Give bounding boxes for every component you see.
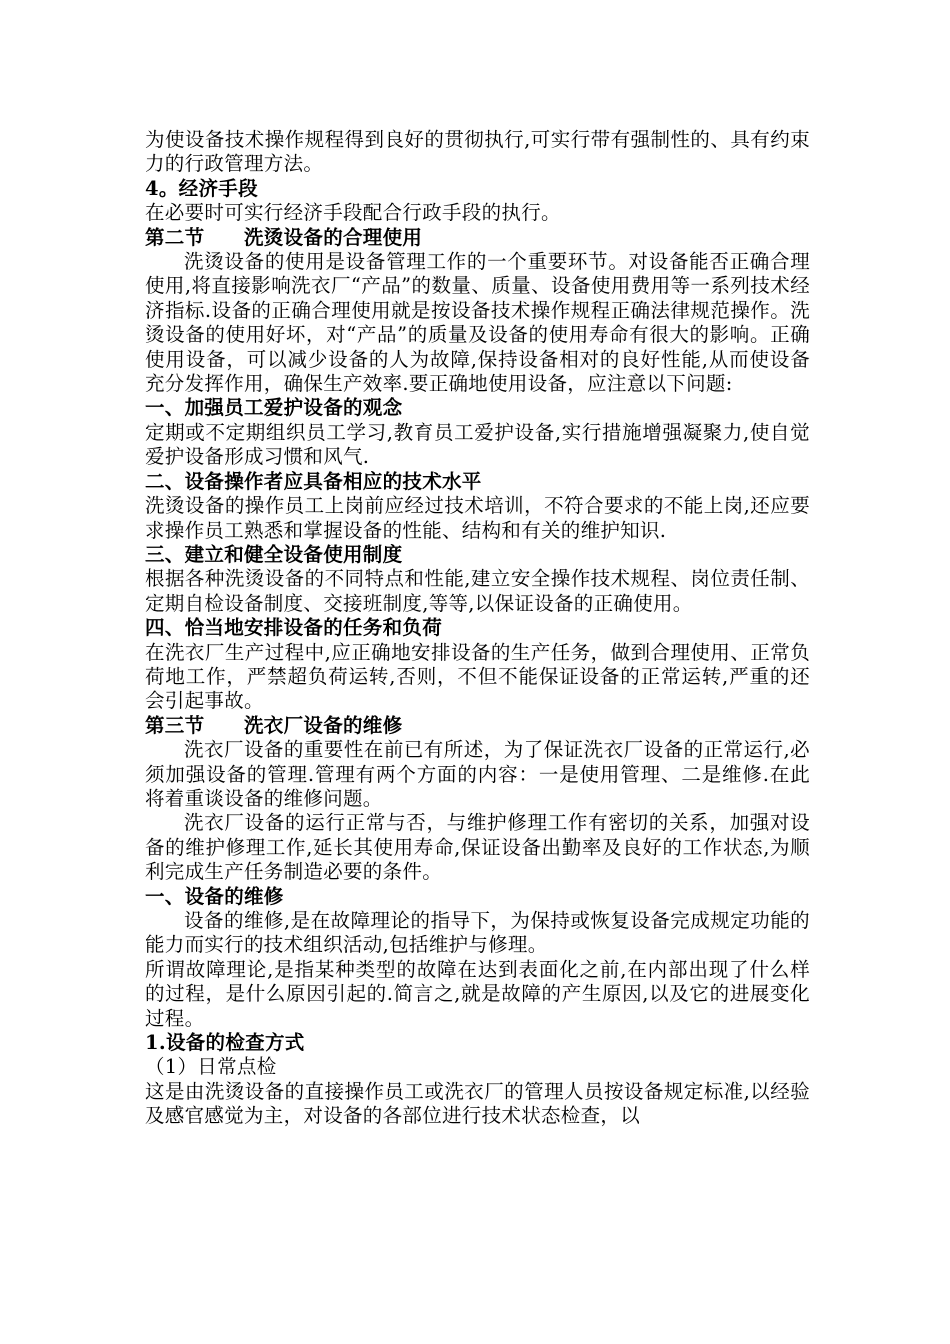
subsection-heading: 四、恰当地安排设备的任务和负荷: [145, 616, 443, 640]
paragraph: 洗烫设备的使用是设备管理工作的一个重要环节。对设备能否正确合理使用,将直接影响洗衣厂“产品”的数量、质量、设备使用费用等一系列技术经济指标.设备的正确合理使用就是按设备技术操作规程正确法律规范操作。洗烫设备的使用好坏，对“产品”的质量及设备的使用寿命有很大的影响。正确使用设备，可以减少设备的人为故障,保持设备相对的良好性能,从而使设备充分发挥作用，确保生产效率.要正确地使用设备，应注意以下问题:: [145, 250, 810, 396]
subsection-heading: 一、加强员工爱护设备的观念: [145, 396, 403, 420]
paragraph: 在必要时可实行经济手段配合行政手段的执行。: [145, 201, 561, 225]
list-item-label: （1）日常点检: [145, 1055, 277, 1079]
paragraph: 在洗衣厂生产过程中,应正确地安排设备的生产任务，做到合理使用、正常负荷地工作，严禁超负荷运转,否则，不但不能保证设备的正常运转,严重的还会引起事故。: [145, 640, 810, 713]
subsection-heading: 三、建立和健全设备使用制度: [145, 542, 403, 566]
paragraph: 为使设备技术操作规程得到良好的贯彻执行,可实行带有强制性的、具有约束力的行政管理方法。: [145, 128, 810, 176]
paragraph: 这是由洗烫设备的直接操作员工或洗衣厂的管理人员按设备规定标准,以经验及感官感觉为主，对设备的各部位进行技术状态检查，以: [145, 1079, 810, 1128]
subsection-heading: 1.设备的检查方式: [145, 1031, 305, 1055]
section-heading: 第三节 洗衣厂设备的维修: [145, 713, 403, 737]
paragraph: 设备的维修,是在故障理论的指导下，为保持或恢复设备完成规定功能的能力而实行的技术组织活动,包括维护与修理。: [145, 909, 810, 957]
subsection-heading: 4。经济手段: [145, 176, 258, 200]
subsection-heading: 一、设备的维修: [145, 884, 284, 908]
paragraph: 所谓故障理论,是指某种类型的故障在达到表面化之前,在内部出现了什么样的过程，是什么原因引起的.简言之,就是故障的产生原因,以及它的进展变化过程。: [145, 957, 810, 1030]
section-heading: 第二节 洗烫设备的合理使用: [145, 225, 423, 249]
paragraph: 定期或不定期组织员工学习,教育员工爱护设备,实行措施增强凝聚力,使自觉爱护设备形成习惯和风气.: [145, 420, 810, 469]
paragraph: 根据各种洗烫设备的不同特点和性能,建立安全操作技术规程、岗位责任制、定期自检设备制度、交接班制度,等等,以保证设备的正确使用。: [145, 567, 810, 615]
paragraph: 洗烫设备的操作员工上岗前应经过技术培训，不符合要求的不能上岗,还应要求操作员工熟悉和掌握设备的性能、结构和有关的维护知识.: [145, 494, 810, 542]
paragraph: 洗衣厂设备的重要性在前已有所述，为了保证洗衣厂设备的正常运行,必须加强设备的管理.管理有两个方面的内容：一是使用管理、二是维修.在此将着重谈设备的维修问题。: [145, 738, 810, 810]
subsection-heading: 二、设备操作者应具备相应的技术水平: [145, 469, 482, 493]
document-body: [145, 128, 810, 1129]
paragraph: 洗衣厂设备的运行正常与否，与维护修理工作有密切的关系，加强对设备的维护修理工作,延长其使用寿命,保证设备出勤率及良好的工作状态,为顺利完成生产任务制造必要的条件。: [145, 811, 810, 884]
